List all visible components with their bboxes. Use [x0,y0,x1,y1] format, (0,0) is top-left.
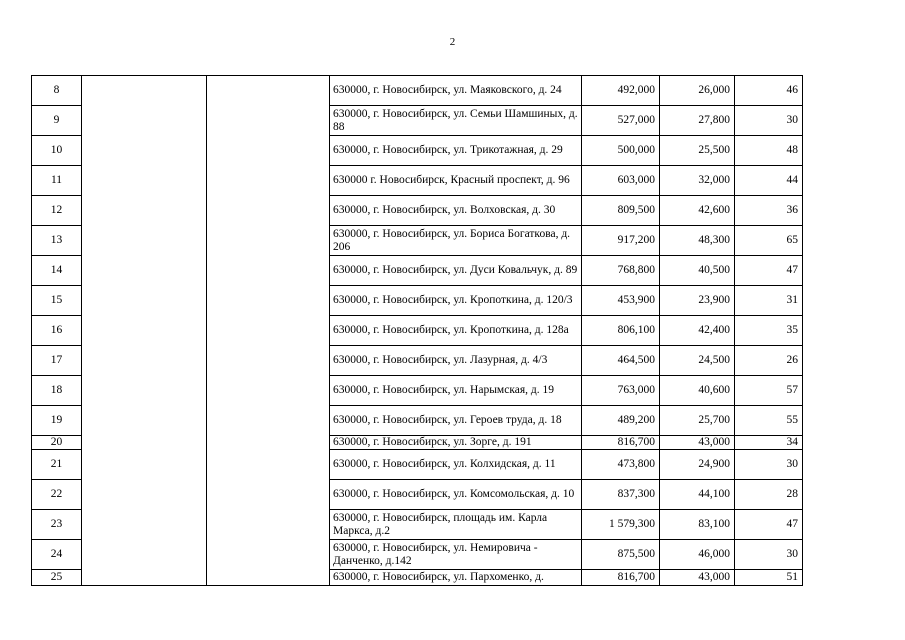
value-cell-2: 40,500 [660,256,735,286]
value-cell-1: 875,500 [582,540,660,570]
row-number-cell: 20 [32,436,82,450]
value-cell-2: 27,800 [660,106,735,136]
address-text: 630000, г. Новосибирск, ул. Кропоткина, д. 120/3 [333,294,573,306]
value-cell-3: 28 [735,480,803,510]
row-number-cell: 21 [32,450,82,480]
value-cell-2: 32,000 [660,166,735,196]
value-cell-3: 35 [735,316,803,346]
address-cell [330,106,582,136]
table-body [32,76,803,586]
address-text: 630000, г. Новосибирск, ул. Комсомольская, д. 10 [333,488,575,500]
row-number-cell: 11 [32,166,82,196]
value-cell-2: 25,500 [660,136,735,166]
address-cell [330,436,582,450]
address-cell [330,510,582,540]
page-number: 2 [449,36,456,48]
value-cell-3: 47 [735,256,803,286]
value-cell-1: 453,900 [582,286,660,316]
address-cell [330,406,582,436]
value-cell-1: 816,700 [582,436,660,450]
value-cell-1: 1 579,300 [582,510,660,540]
value-cell-1: 473,800 [582,450,660,480]
address-text: 630000, г. Новосибирск, ул. Нарымская, д. 19 [333,384,554,396]
address-cell [330,570,582,586]
row-number-cell: 17 [32,346,82,376]
row-number-cell: 12 [32,196,82,226]
address-text: 630000, г. Новосибирск, площадь им. Карла Маркса, д.2 [333,511,548,537]
address-text: 630000, г. Новосибирск, ул. Зорге, д. 191 [333,436,532,448]
value-cell-1: 768,800 [582,256,660,286]
value-cell-2: 83,100 [660,510,735,540]
value-cell-2: 44,100 [660,480,735,510]
address-cell [330,166,582,196]
value-cell-3: 48 [735,136,803,166]
address-cell [330,480,582,510]
data-table [31,75,803,586]
row-number-cell: 9 [32,106,82,136]
value-cell-1: 527,000 [582,106,660,136]
value-cell-3: 31 [735,286,803,316]
address-text: 630000, г. Новосибирск, ул. Пархоменко, д. [333,571,544,583]
value-cell-3: 36 [735,196,803,226]
value-cell-2: 26,000 [660,76,735,106]
address-text: 630000, г. Новосибирск, ул. Семьи Шамшиных, д. 88 [333,107,578,133]
table-row [32,76,803,106]
row-number-cell: 23 [32,510,82,540]
value-cell-1: 837,300 [582,480,660,510]
value-cell-2: 40,600 [660,376,735,406]
address-text: 630000, г. Новосибирск, ул. Колхидская, д. 11 [333,458,556,470]
row-number-cell: 19 [32,406,82,436]
value-cell-1: 809,500 [582,196,660,226]
address-cell [330,256,582,286]
value-cell-3: 47 [735,510,803,540]
value-cell-2: 48,300 [660,226,735,256]
value-cell-3: 30 [735,106,803,136]
value-cell-3: 34 [735,436,803,450]
value-cell-3: 30 [735,540,803,570]
value-cell-1: 806,100 [582,316,660,346]
address-text: 630000, г. Новосибирск, ул. Немировича - Данченко, д.142 [333,541,538,567]
row-number-cell: 22 [32,480,82,510]
address-cell [330,376,582,406]
address-text: 630000, г. Новосибирск, ул. Кропоткина, д. 128а [333,324,569,336]
value-cell-1: 500,000 [582,136,660,166]
empty-merged-cell-b [207,76,330,586]
value-cell-2: 23,900 [660,286,735,316]
value-cell-1: 763,000 [582,376,660,406]
address-text: 630000, г. Новосибирск, ул. Лазурная, д. 4/3 [333,354,548,366]
row-number-cell: 24 [32,540,82,570]
address-cell [330,136,582,166]
address-text: 630000, г. Новосибирск, ул. Волховская, д. 30 [333,204,556,216]
address-cell [330,286,582,316]
address-cell [330,76,582,106]
row-number-cell: 8 [32,76,82,106]
row-number-cell: 14 [32,256,82,286]
value-cell-1: 917,200 [582,226,660,256]
value-cell-2: 43,000 [660,570,735,586]
value-cell-2: 42,600 [660,196,735,226]
address-text: 630000, г. Новосибирск, ул. Трикотажная, д. 29 [333,144,563,156]
value-cell-3: 30 [735,450,803,480]
row-number-cell: 13 [32,226,82,256]
address-cell [330,346,582,376]
address-text: 630000, г. Новосибирск, ул. Героев труда, д. 18 [333,414,562,426]
row-number-cell: 10 [32,136,82,166]
value-cell-2: 24,900 [660,450,735,480]
row-number-cell: 15 [32,286,82,316]
address-cell [330,316,582,346]
address-text: 630000, г. Новосибирск, ул. Маяковского, д. 24 [333,84,562,96]
value-cell-2: 42,400 [660,316,735,346]
row-number-cell: 18 [32,376,82,406]
address-text: 630000, г. Новосибирск, ул. Дуси Ковальчук, д. 89 [333,264,578,276]
value-cell-1: 464,500 [582,346,660,376]
value-cell-1: 489,200 [582,406,660,436]
value-cell-1: 492,000 [582,76,660,106]
value-cell-1: 816,700 [582,570,660,586]
row-number-cell: 25 [32,570,82,586]
row-number-cell: 16 [32,316,82,346]
address-text: 630000 г. Новосибирск, Красный проспект, д. 96 [333,174,570,186]
address-cell [330,196,582,226]
value-cell-3: 65 [735,226,803,256]
value-cell-2: 46,000 [660,540,735,570]
value-cell-3: 51 [735,570,803,586]
value-cell-2: 43,000 [660,436,735,450]
value-cell-3: 55 [735,406,803,436]
value-cell-2: 25,700 [660,406,735,436]
value-cell-3: 26 [735,346,803,376]
empty-merged-cell-a [82,76,207,586]
address-text: 630000, г. Новосибирск, ул. Бориса Богаткова, д. 206 [333,227,571,253]
value-cell-3: 44 [735,166,803,196]
value-cell-3: 57 [735,376,803,406]
address-cell [330,226,582,256]
value-cell-2: 24,500 [660,346,735,376]
value-cell-1: 603,000 [582,166,660,196]
address-cell [330,540,582,570]
value-cell-3: 46 [735,76,803,106]
address-cell [330,450,582,480]
